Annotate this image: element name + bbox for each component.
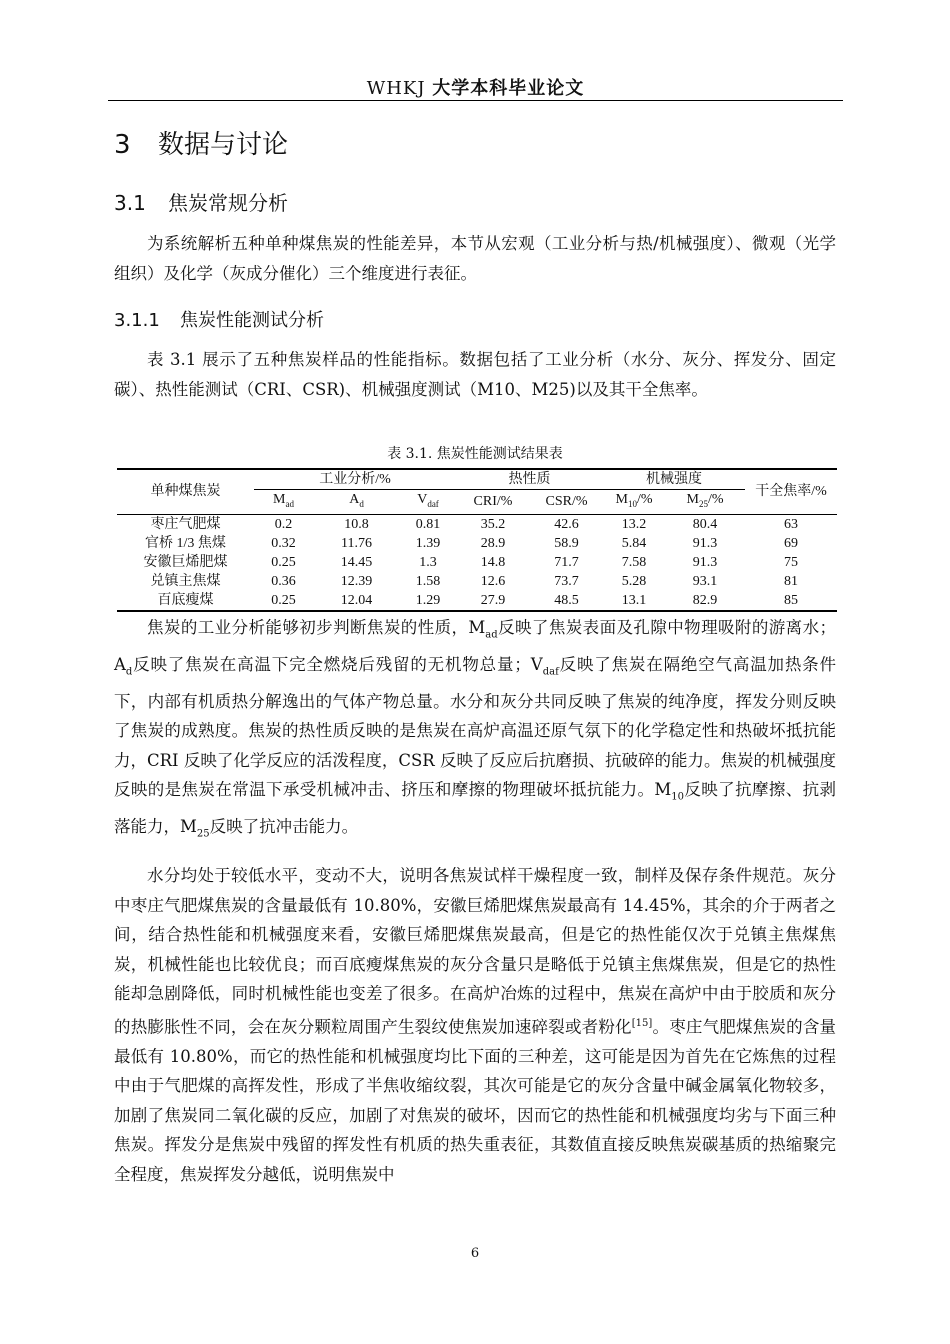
cell-csr: 42.6 [530,514,603,534]
table-row [117,553,837,572]
table-row [117,591,837,611]
cell-csr: 48.5 [530,591,603,611]
table-caption: 表 3.1. 焦炭性能测试结果表 [387,446,563,462]
cell-mad: 0.2 [254,514,313,534]
intro-paragraph: 为系统解析五种单种煤焦炭的性能差异，本节从宏观（工业分析与热/机械强度）、微观（光学组织）及化学（灰成分催化）三个维度进行表征。 [114,234,836,283]
cell-csr: 71.7 [554,554,579,570]
table-header-row-1 [117,469,837,490]
cell-cri: 14.8 [480,554,506,570]
section-title: 数据与讨论 [158,130,289,160]
proximate-analysis-paragraph: 焦炭的工业分析能够初步判断焦炭的性质，$M_{ad}$反映了焦炭表面及孔隙中物理吸附的游离水；$A_d$反映了焦炭在高温下完全燃烧后残留的无机物总量；$V_{daf}$反映了焦炭在隔绝空气高温加热条件下，内部有机质热分解逸出的气体产物总量。水分和灰分共同反映了焦炭的纯净度，挥发分则反映了焦炭的成熟度。焦炭的热性质反映的是焦炭在高炉高温还原气氛下的化学稳定性和热破坏抵抗能力，CRI 反映了化学反应的活泼程度，CSR 反映了反应后抗磨损、抗破碎的能力。焦炭的机械强度反映的是焦炭在常温下承受机械冲击、挤压和摩擦的物理破坏抵抗能力。$M_{10}$反映了抗摩擦、抗剥落能力，$M_{25}$反映了抗冲击能力。 [114,618,836,840]
col-header-ad: $A_d$ [349,492,364,509]
cell-mad: 0.32 [271,535,296,551]
cell-csr: 58.9 [554,535,579,551]
header-rule [108,100,843,101]
cell-m25: 82.9 [665,591,745,611]
cell-yield: 85 [745,591,837,611]
cell-cri: 28.9 [480,535,506,551]
discussion-paragraph: 水分均处于较低水平，变动不大，说明各焦炭试样干燥程度一致，制样及保存条件规范。灰分中枣庄气肥煤焦炭的含量最低有 10.80%，安徽巨烯肥煤焦炭最高有 14.45%，其余的介于两者之间，结合热性能和机械强度来看，安徽巨烯肥煤焦炭最高，但是它的热性能仅次于兑镇主焦煤焦炭，机械性能也比较优良；而百底瘦煤焦炭的灰分含量只是略低于兑镇主焦煤焦炭，但是它的热性能却急剧降低，同时机械性能也变差了很多。在高炉冶炼的过程中，焦炭在高炉中由于胶质和灰分的热膨胀性不同，会在灰分颗粒周围产生裂纹使焦炭加速碎裂或者粉化[15]。枣庄气肥煤焦炭的含量最低有 10.80%，而它的热性能和机械强度均比下面的三种差，这可能是因为首先在它炼焦的过程中由于气肥煤的高挥发性，形成了半焦收缩纹裂，其次可能是它的灰分含量中碱金属氧化物较多，加剧了焦炭同二氧化碳的反应，加剧了对焦炭的破坏，因而它的热性能和机械强度均劣与下面三种焦炭。挥发分是焦炭中残留的挥发性有机质的热失重表征，其数值直接反映焦炭碳基质的热缩聚完全程度，焦炭挥发分越低，说明焦炭中 [114,866,837,1184]
col-header-m25: $M_{25}/\%$ [686,492,724,509]
subsubsection-heading [114,306,324,332]
cell-csr: 73.7 [554,573,579,589]
cell-cri: 27.9 [456,591,530,611]
col-header-m10: $M_{10}/\%$ [615,492,653,509]
cell-mad: 0.36 [271,573,296,589]
cell-m10: 5.84 [621,535,647,551]
col-header-mad: $M_{ad}$ [273,492,294,509]
cell-vdaf: 1.3 [419,554,437,570]
cell-mad: 0.25 [254,591,313,611]
page-number: 6 [470,1246,480,1261]
cell-ad: 12.39 [340,573,373,589]
subsection-title: 焦炭常规分析 [168,191,288,215]
cell-m10: 13.2 [603,514,665,534]
col-header-vdaf: $V_{daf}$ [417,492,439,509]
section-number: 3 [114,130,131,160]
header-title: 大学本科毕业论文 [432,78,585,99]
cell-cri: 35.2 [456,514,530,534]
cell-m25: 91.3 [692,535,718,551]
cell-vdaf: 1.29 [400,591,456,611]
header-prefix: WHKJ [366,78,426,99]
cell-m10: 13.1 [603,591,665,611]
cell-yield: 75 [784,554,798,570]
cell-vdaf: 0.81 [400,514,456,534]
cell-name: 枣庄气肥煤 [117,514,254,534]
coke-properties-table [117,468,837,612]
subsubsection-number: 3.1.1 [114,310,160,331]
cell-name: 兑镇主焦煤 [150,573,221,589]
running-header [108,74,843,100]
section-heading [114,124,288,161]
cell-m10: 5.28 [621,573,647,589]
cell-ad: 10.8 [313,514,400,534]
table-row [117,514,837,534]
table-intro-paragraph: 表 3.1 展示了五种焦炭样品的性能指标。数据包括了工业分析（水分、灰分、挥发分、固定碳）、热性能测试（CRI、CSR)、机械强度测试（M10、M25)以及其干全焦率。 [114,350,836,399]
subsubsection-title: 焦炭性能测试分析 [180,310,324,331]
cell-name: 官桥 1/3 焦煤 [145,535,226,551]
col-header-yield: 干全焦率/% [745,469,837,514]
col-header-csr: CSR/% [545,494,588,510]
cell-m25: 93.1 [692,573,718,589]
subsection-heading [114,187,288,216]
cell-ad: 11.76 [341,535,372,551]
table-row [117,572,837,591]
col-header-cri: CRI/% [473,494,513,510]
cell-vdaf: 1.39 [415,535,441,551]
cell-ad: 14.45 [340,554,373,570]
col-header-sample: 单种煤焦炭 [117,469,254,514]
group-header-thermal: 热性质 [456,469,603,490]
cell-yield: 69 [784,535,798,551]
cell-m25: 91.3 [692,554,718,570]
cell-name: 安徽巨烯肥煤 [143,554,228,570]
citation-ref: [15] [631,1017,653,1029]
group-header-proximate: 工业分析/% [254,469,456,490]
cell-ad: 12.04 [313,591,400,611]
cell-yield: 81 [784,573,798,589]
cell-vdaf: 1.58 [415,573,441,589]
subsection-number: 3.1 [114,191,146,215]
cell-yield: 63 [745,514,837,534]
cell-m25: 80.4 [665,514,745,534]
cell-m10: 7.58 [621,554,647,570]
group-header-mechanical: 机械强度 [603,469,745,490]
table-row [117,534,837,553]
cell-mad: 0.25 [271,554,296,570]
cell-name: 百底瘦煤 [117,591,254,611]
cell-cri: 12.6 [480,573,506,589]
